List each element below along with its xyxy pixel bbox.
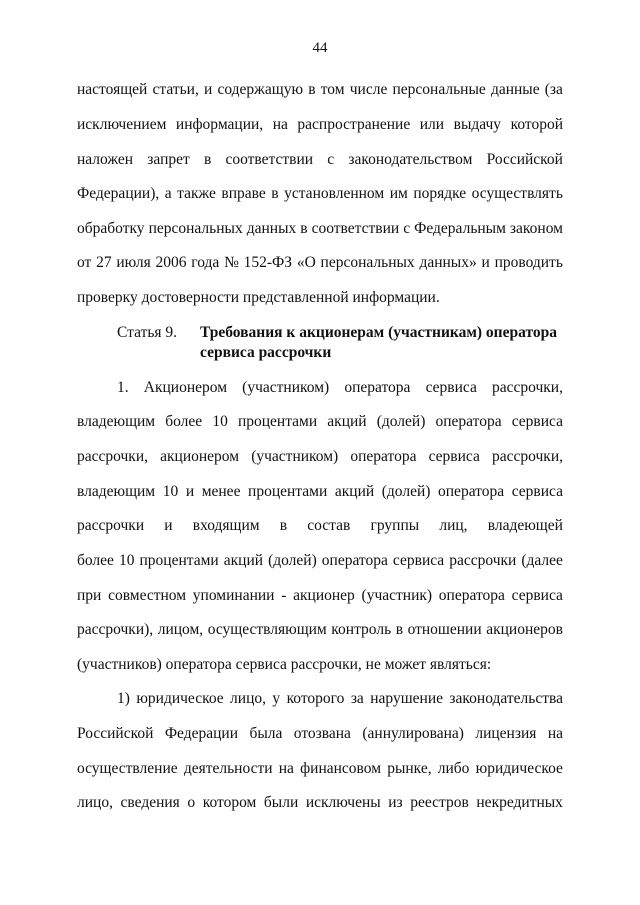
word: (долей) <box>376 413 426 430</box>
word: рынке, <box>387 760 432 777</box>
word: оператора <box>435 413 502 430</box>
text-line <box>77 724 563 744</box>
text-line <box>77 551 563 571</box>
word: 10 <box>212 413 228 430</box>
word: оператора <box>344 379 411 396</box>
word: сервиса <box>511 587 563 604</box>
word: сервиса <box>392 552 445 569</box>
word: том <box>320 81 345 98</box>
word: состав <box>307 517 351 534</box>
word: (далее <box>521 552 563 569</box>
word: законом <box>509 220 563 237</box>
word: и <box>185 483 195 500</box>
word: оператора <box>350 448 417 465</box>
word: рассрочки, <box>492 448 563 465</box>
word: в <box>279 517 288 534</box>
word: акционер <box>293 587 355 604</box>
article-title <box>200 323 570 363</box>
word: отношении <box>407 621 482 638</box>
word: с <box>403 220 411 237</box>
word: (за <box>544 81 563 98</box>
word: персональных <box>148 220 243 237</box>
word: лицо, <box>77 794 113 811</box>
word: рассрочки <box>77 517 145 534</box>
word: настоящей <box>77 81 148 98</box>
word: Федерации <box>164 725 239 742</box>
word: исключены <box>305 794 381 811</box>
word: июля <box>116 254 151 271</box>
word: реестров <box>410 794 469 811</box>
article-label: Статья 9. <box>117 324 178 341</box>
word: сведения <box>120 794 180 811</box>
text-line <box>117 689 563 709</box>
word: процентами <box>237 413 318 430</box>
word: обработку <box>77 220 145 237</box>
word: в <box>308 81 316 98</box>
word: юридическое <box>475 760 563 777</box>
word: оператора <box>321 552 388 569</box>
word: акционером <box>160 448 240 465</box>
word: юридическое <box>136 690 224 707</box>
text-line <box>117 378 563 398</box>
text-line: проверку достоверности представленной информации. <box>77 289 440 306</box>
word: 1. <box>117 379 129 396</box>
word: контроль <box>331 621 392 638</box>
text-line <box>77 620 563 640</box>
word: (аннулирована) <box>362 725 464 742</box>
word: Российской <box>77 725 154 742</box>
word: «О <box>296 254 316 271</box>
word: распространение <box>297 116 411 133</box>
word: лицо, <box>230 690 266 707</box>
word: котором <box>202 794 257 811</box>
text-line <box>77 150 563 170</box>
word: лицензия <box>475 725 537 742</box>
word: установленном <box>284 185 385 202</box>
word: были <box>263 794 299 811</box>
word: нарушение <box>370 690 443 707</box>
word: Федерации), <box>77 185 160 202</box>
word: а <box>164 185 172 202</box>
page-number: 44 <box>312 40 328 56</box>
text-line <box>77 447 563 467</box>
word: 10 <box>118 552 135 569</box>
word: более <box>165 413 203 430</box>
text-line <box>77 793 563 813</box>
word: статьи, <box>152 81 199 98</box>
word: числе <box>349 81 388 98</box>
word: рассрочки, <box>77 448 148 465</box>
word: запрет <box>147 151 190 168</box>
word: персональные <box>392 81 486 98</box>
word: сервиса <box>511 483 563 500</box>
word: сервиса <box>425 379 477 396</box>
word: - <box>281 587 287 604</box>
word: 27 <box>96 254 112 271</box>
word: акционеров <box>486 621 563 638</box>
text-line <box>77 516 563 536</box>
word: акций <box>223 552 264 569</box>
word: процентами <box>248 483 328 500</box>
word: порядке <box>413 185 467 202</box>
text-line <box>77 253 563 273</box>
word: в <box>271 185 279 202</box>
word: Федеральным <box>414 220 506 237</box>
word: на <box>272 116 288 133</box>
word: владеющим <box>77 413 156 430</box>
word: года <box>191 254 220 271</box>
word: (долей) <box>268 552 317 569</box>
word: о <box>187 794 196 811</box>
word: также <box>177 185 216 202</box>
word: содержащую <box>217 81 304 98</box>
word: в <box>395 621 404 638</box>
word: им <box>389 185 408 202</box>
word: некредитных <box>476 794 563 811</box>
text-line <box>77 80 563 100</box>
word: вправе <box>221 185 266 202</box>
word: № <box>224 254 239 271</box>
word: рассрочки, <box>491 379 563 396</box>
word: 2006 <box>155 254 187 271</box>
word: на <box>278 760 294 777</box>
word: владеющей <box>487 517 563 534</box>
text-line <box>77 115 563 135</box>
word: была <box>249 725 283 742</box>
word: с <box>327 151 335 168</box>
word: Акционером <box>143 379 228 396</box>
text-line: (участников) оператора сервиса рассрочки, не может являться: <box>77 656 492 673</box>
word: (участником) <box>242 379 330 396</box>
word: лиц, <box>439 517 468 534</box>
word: оператора <box>438 587 505 604</box>
word: и <box>164 517 173 534</box>
word: 152-ФЗ <box>243 254 293 271</box>
word: осуществление <box>77 760 178 777</box>
word: владеющим <box>77 483 156 500</box>
word: данных <box>246 220 297 237</box>
text-line <box>77 482 563 502</box>
word: менее <box>201 483 241 500</box>
word: процентами <box>139 552 219 569</box>
word: законодательством <box>348 151 473 168</box>
word: совместном <box>108 587 187 604</box>
article-title-line: Требования к акционерам (участникам) оператора <box>200 324 557 341</box>
word: от <box>77 254 92 271</box>
word: которого <box>286 690 345 707</box>
word: (участником) <box>251 448 339 465</box>
word: при <box>77 587 102 604</box>
word: деятельности <box>183 760 273 777</box>
word: отозвана <box>293 725 351 742</box>
word: сервиса <box>511 413 563 430</box>
word: на <box>547 725 563 742</box>
word: рассрочки <box>449 552 517 569</box>
word: соответствии <box>311 220 400 237</box>
article-title-line: сервиса рассрочки <box>200 344 332 361</box>
word: рассрочки), <box>77 621 154 638</box>
word: осуществлять <box>471 185 563 202</box>
text-line <box>77 219 563 239</box>
word: проводить <box>494 254 563 271</box>
word: у <box>272 690 281 707</box>
word: которой <box>510 116 563 133</box>
word: оператора <box>438 483 505 500</box>
word: группы <box>370 517 420 534</box>
text-line <box>77 412 563 432</box>
word: Российской <box>486 151 563 168</box>
word: финансовом <box>300 760 382 777</box>
word: более <box>77 552 114 569</box>
word: законодательства <box>449 690 563 707</box>
word: данные <box>490 81 540 98</box>
word: акций <box>334 483 375 500</box>
word: акций <box>327 413 367 430</box>
text-line <box>77 184 563 204</box>
word: наложен <box>77 151 134 168</box>
word: исключением <box>77 116 167 133</box>
word: 10 <box>162 483 179 500</box>
word: или <box>419 116 445 133</box>
word: персональных <box>320 254 415 271</box>
word: в <box>203 151 212 168</box>
word: (долей) <box>381 483 431 500</box>
word: 1) <box>117 690 130 707</box>
word: выдачу <box>453 116 502 133</box>
word: и <box>481 254 490 271</box>
word: (участник) <box>361 587 433 604</box>
word: информации, <box>175 116 264 133</box>
word: данных» <box>419 254 477 271</box>
word: осуществляющим <box>207 621 327 638</box>
text-line <box>77 586 563 606</box>
word: входящим <box>192 517 260 534</box>
word: либо <box>437 760 470 777</box>
word: лицом, <box>157 621 204 638</box>
word: сервиса <box>428 448 480 465</box>
word: упоминании <box>192 587 275 604</box>
word: в <box>300 220 308 237</box>
word: из <box>388 794 403 811</box>
text-line <box>77 759 563 779</box>
word: и <box>204 81 213 98</box>
word: за <box>350 690 364 707</box>
word: соответствии <box>225 151 314 168</box>
